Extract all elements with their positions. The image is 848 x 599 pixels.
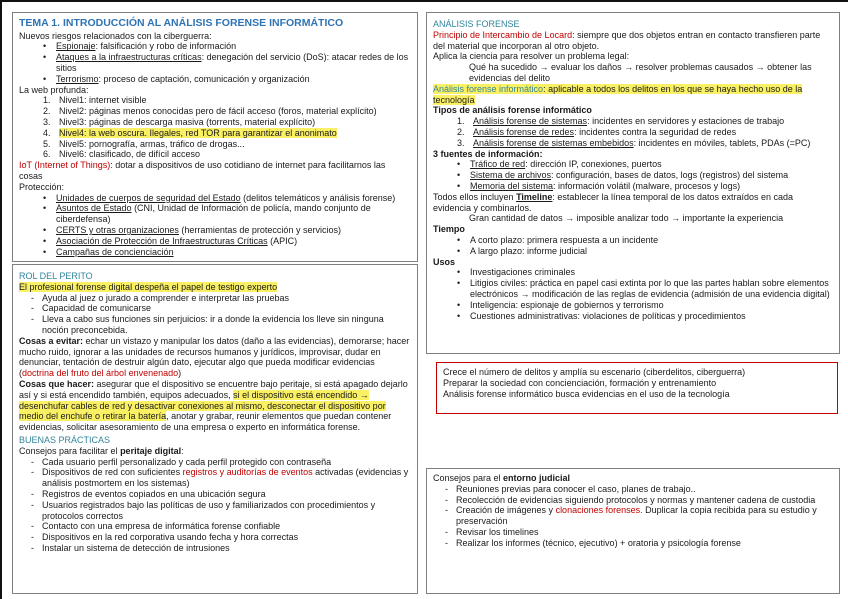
text-segment: registros y auditorías de eventos (182, 467, 313, 478)
text-segment: Nivel3: páginas de descarga masiva (torrents, material explícito) (59, 116, 316, 127)
text-segment: Revisar los timelines (456, 526, 539, 537)
text-segment: peritaje digital (120, 445, 182, 456)
text-segment: Inteligencia: espionaje de gobiernos y terrorismo (470, 299, 664, 310)
list-item (433, 235, 833, 246)
list-item-text (42, 521, 411, 532)
dash-marker: - (31, 314, 34, 325)
text-segment: Registros de eventos copiados en una ubicación segura (42, 488, 266, 499)
text-segment: : incidentes en servidores y estaciones de trabajo (587, 116, 785, 127)
text-segment: Lleva a cabo sus funciones sin perjuicios: ir a donde la evidencia los lleve sin ninguna noción preconcebida. (42, 314, 384, 335)
text-segment: Usuarios registrados bajo las políticas de uso y familiarizados con procedimientos y protocolos correctos (42, 499, 376, 521)
text-segment: ) (178, 368, 182, 379)
list-item-text (59, 95, 411, 106)
text-segment: ANÁLISIS FORENSE (433, 19, 520, 29)
text-segment: Duplicar la copia recibida para su estudio y preservación (456, 505, 817, 527)
num-marker: 4. (43, 127, 51, 138)
text-segment: activadas (evidencias y análisis postmortem en los sistemas) (42, 467, 409, 489)
text-segment: Nivel1: internet visible (59, 95, 147, 106)
list-item (19, 303, 411, 314)
text-segment: Instalar un sistema de detección de intrusiones (42, 542, 230, 553)
paragraph (433, 30, 833, 52)
list-item-text (56, 225, 411, 236)
list-item (19, 236, 411, 247)
list-item-text (56, 74, 411, 85)
list-item (19, 247, 411, 258)
text-segment: Creación de imágenes y (456, 505, 556, 516)
dash-marker: - (31, 456, 34, 467)
list-item (19, 149, 411, 160)
dash-marker: - (445, 505, 448, 516)
list-item (433, 181, 833, 192)
paragraph (433, 105, 833, 116)
list-item (19, 467, 411, 489)
num-marker: 1. (43, 95, 51, 106)
bullet-marker: • (457, 299, 461, 310)
list-item-text (42, 543, 411, 554)
text-segment: Cada usuario perfil personalizado y cada perfil protegido con contraseña (42, 456, 332, 467)
list-item-text (59, 128, 411, 139)
bullet-marker: • (457, 180, 461, 191)
dash-marker: - (31, 542, 34, 553)
list-item (19, 95, 411, 106)
num-marker: 1. (457, 116, 465, 127)
dash-marker: - (31, 499, 34, 510)
text-segment: (CNI, Unidad de Información de policía, mando conjunto de ciberdefensa) (56, 203, 371, 225)
list-item-text (470, 235, 833, 246)
list-item (433, 538, 833, 549)
list-item (19, 74, 411, 85)
text-segment: Tiempo (433, 224, 465, 235)
text-segment: CERTS y otras organizaciones (56, 224, 179, 235)
text-segment: Asociación de Protección de Infraestructuras Críticas (56, 235, 268, 246)
text-segment: clonaciones forenses. (555, 505, 643, 516)
bullet-marker: • (457, 159, 461, 170)
list-item (19, 543, 411, 554)
text-segment: : proceso de captación, comunicación y organización (98, 73, 310, 84)
list-item-text (473, 138, 833, 149)
list-item (433, 127, 833, 138)
text-segment: Análisis forense informático (433, 83, 544, 94)
text-segment: Principio de Intercambio de Locard (433, 29, 573, 40)
text-segment: entorno judicial (503, 473, 571, 483)
text-segment: Dispositivos en la red corporativa usando fecha y hora correctas (42, 532, 299, 543)
text-segment: Litigios civiles: práctica en papel casi extinta por lo que las partes hablan sobre elementos electrónicos → modificación de las reglas de evidencia (admisión de una evidencia digital) (470, 278, 830, 299)
bullet-marker: • (457, 234, 461, 245)
list-item (433, 300, 833, 311)
list-item (19, 500, 411, 522)
list-item-text (59, 149, 411, 160)
section-analisis-forense (426, 12, 840, 354)
list-item (433, 116, 833, 127)
bullet-marker: • (457, 267, 461, 278)
text-segment: Sistema de archivos (470, 170, 552, 181)
text-segment: Memoria del sistema (470, 180, 554, 191)
text-segment: Tráfico de red (470, 159, 526, 170)
num-marker: 6. (43, 149, 51, 160)
dash-marker: - (445, 537, 448, 548)
list-item-text (42, 457, 411, 468)
text-segment: Ayuda al juez o jurado a comprender e interpretar las pruebas (42, 292, 289, 303)
bullet-marker: • (43, 224, 47, 235)
text-segment: TEMA 1. INTRODUCCIÓN AL ANÁLISIS FORENSE INFORMÁTICO (19, 17, 344, 29)
text-segment: : (181, 445, 184, 456)
list-item (19, 532, 411, 543)
list-item-text (470, 170, 833, 181)
list-item (19, 225, 411, 236)
list-item (433, 311, 833, 322)
text-segment: Qué ha sucedido → evaluar los daños → resolver problemas causados → obtener las evidencias del delito (469, 62, 812, 83)
text-segment: Análisis forense de sistemas (473, 116, 588, 127)
list-item-text (42, 467, 411, 489)
list-item-text (42, 303, 411, 314)
bullet-marker: • (457, 278, 461, 289)
dash-marker: - (445, 483, 448, 494)
list-item-text (56, 193, 411, 204)
list-item-text (456, 505, 833, 527)
list-item (19, 314, 411, 336)
num-marker: 2. (43, 106, 51, 117)
text-segment: Cosas que hacer: (19, 378, 95, 389)
text-segment: Recolección de evidencias siguiendo protocolos y normas y mantener cadena de custodia (456, 494, 816, 505)
text-segment: Realizar los informes (técnico, ejecutivo) + oratoria y psicología forense (456, 537, 741, 548)
text-segment: Consejos para el (433, 473, 504, 483)
dash-marker: - (31, 532, 34, 543)
bullet-marker: • (457, 170, 461, 181)
list-item (433, 170, 833, 181)
bullet-marker: • (43, 41, 47, 52)
text-segment: Asuntos de Estado (56, 203, 132, 214)
text-segment: Preparar la sociedad con concienciación, formación y entrenamiento (443, 377, 717, 388)
text-segment: Capacidad de comunicarse (42, 303, 152, 314)
bullet-marker: • (43, 235, 47, 246)
text-segment: : dotar a dispositivos de uso cotidiano de internet para facilitarnos las cosas (19, 160, 386, 181)
dash-marker: - (31, 467, 34, 478)
text-segment: : falsificación y robo de información (95, 41, 237, 52)
text-segment: Cosas a evitar: (19, 335, 84, 346)
text-segment: Protección: (19, 181, 65, 192)
list-item-text (456, 527, 833, 538)
list-item-text (59, 139, 411, 150)
bullet-marker: • (43, 73, 47, 84)
list-item-text (470, 246, 833, 257)
paragraph (19, 160, 411, 182)
text-segment: Reuniones previas para conocer el caso, planes de trabajo.. (456, 483, 696, 494)
list-item-text (470, 278, 833, 300)
list-item-text (56, 236, 411, 247)
text-segment: Nivel5: pornografía, armas, tráfico de drogas... (59, 138, 245, 149)
dash-marker: - (31, 292, 34, 303)
list-item-text (473, 116, 833, 127)
paragraph (433, 473, 833, 484)
text-segment: Investigaciones criminales (470, 267, 576, 278)
dash-marker: - (445, 494, 448, 505)
list-item-text (456, 538, 833, 549)
list-item (19, 128, 411, 139)
text-segment: La web profunda: (19, 84, 89, 95)
dash-marker: - (31, 303, 34, 314)
bullet-marker: • (43, 246, 47, 257)
list-item-text (456, 495, 833, 506)
section-rol-del-perito (12, 264, 418, 594)
list-item-text (56, 247, 411, 258)
text-segment: El profesional forense digital despeña el papel de testigo experto (19, 281, 278, 292)
list-item (433, 267, 833, 278)
section-resumen-delitos (436, 362, 838, 414)
text-segment: 3 fuentes de información: (433, 148, 543, 159)
list-item (433, 527, 833, 538)
text-segment: : establecer la línea temporal de los datos extraídos en cada evidencia y combinarlos. (433, 191, 794, 213)
text-segment: (delitos telemáticos y análisis forense) (240, 192, 396, 203)
text-segment: , anotar y grabar, reunir elementos que puedan contener evidencias, solicitar asesoramiento de una empresa o experto en informática forense. (19, 411, 392, 433)
text-segment: doctrina del fruto del árbol envenenado (22, 368, 179, 379)
paragraph (19, 85, 411, 96)
paragraph (433, 257, 833, 268)
text-segment: Terrorismo (56, 73, 99, 84)
text-segment: Nivel2: páginas menos conocidas pero de fácil acceso (foros, material explícito) (59, 106, 377, 117)
list-item-text (42, 293, 411, 304)
text-segment: (herramientas de protección y servicios) (178, 224, 341, 235)
list-item-text (470, 300, 833, 311)
list-item (19, 41, 411, 52)
text-segment: Aplica la ciencia para resolver un problema legal: (433, 51, 630, 62)
text-segment: Timeline (516, 191, 553, 202)
list-item-text (42, 500, 411, 522)
text-segment: : información volátil (malware, procesos y logs) (553, 180, 741, 191)
list-item (19, 489, 411, 500)
text-segment: si el dispositivo está encendido → desenchufar cables de red y desactivar conexiones al mismo, desconectar el dispositivo por medio del enchufe o retirar la batería (19, 389, 386, 422)
text-segment: Usos (433, 256, 456, 267)
num-marker: 3. (457, 137, 465, 148)
dash-marker: - (31, 488, 34, 499)
text-segment: Dispositivos de red con suficientes (42, 467, 183, 478)
bullet-marker: • (457, 245, 461, 256)
text-segment: : denegación del servicio (DoS): atacar redes de los sitios (56, 52, 409, 73)
page-title (19, 17, 411, 30)
text-segment: Análisis forense de redes (473, 126, 575, 137)
list-item-text (42, 532, 411, 543)
paragraph (19, 282, 411, 293)
list-item-text (42, 489, 411, 500)
bullet-marker: • (43, 203, 47, 214)
paragraph (19, 446, 411, 457)
list-item-text (56, 41, 411, 52)
num-marker: 3. (43, 116, 51, 127)
paragraph (433, 51, 833, 62)
section-heading-analisis-forense (433, 19, 833, 30)
text-segment: Espionaje (56, 41, 96, 52)
text-segment: : incidentes en móviles, tablets, PDAs (=PC) (633, 137, 811, 148)
list-item-text (473, 127, 833, 138)
paragraph (19, 182, 411, 193)
paragraph (19, 379, 411, 433)
list-item (19, 139, 411, 150)
text-segment: Análisis forense de sistemas embebidos (473, 137, 634, 148)
paragraph (443, 367, 831, 378)
text-segment: Tipos de análisis forense informático (433, 105, 592, 116)
text-segment: Nuevos riesgos relacionados con la ciberguerra: (19, 30, 212, 41)
text-segment: Crece el número de delitos y amplía su escenario (ciberdelitos, ciberguerra) (443, 367, 746, 377)
text-segment: Unidades de cuerpos de seguridad del Estado (56, 192, 241, 203)
section-tema1 (12, 12, 418, 262)
list-item (19, 52, 411, 74)
list-item (19, 457, 411, 468)
text-segment: : siempre que dos objetos entran en contacto transfieren parte del material que incorporan al otro objeto. (433, 29, 821, 51)
list-item-text (56, 52, 411, 74)
text-segment: BUENAS PRÁCTICAS (19, 434, 111, 445)
text-segment: A largo plazo: informe judicial (470, 245, 588, 256)
list-item-text (470, 267, 833, 278)
text-segment: echar un vistazo y manipular los datos (daño a las evidencias), demorarse; hacer mucho ruido, ignorar a las unidades de recursos humanos y jurídicos, improvisar, dudar en denunciar, tentación de destruir algún dato, ejecutar algo que pueda modificar evidencias ( (19, 335, 410, 379)
text-segment: : incidentes contra la seguridad de redes (574, 126, 737, 137)
list-item-text (470, 181, 833, 192)
text-segment: Ataques a la infraestructuras críticas (56, 52, 202, 63)
text-segment: : configuración, bases de datos, logs (registros) del sistema (551, 170, 789, 181)
list-item (19, 117, 411, 128)
list-item (19, 193, 411, 204)
num-marker: 5. (43, 138, 51, 149)
text-segment: (APIC) (267, 235, 298, 246)
dash-marker: - (445, 526, 448, 537)
num-marker: 2. (457, 126, 465, 137)
section-heading-buenas-practicas (19, 435, 411, 446)
paragraph (19, 31, 411, 42)
list-item-text (470, 159, 833, 170)
section-entorno-judicial (426, 468, 840, 594)
text-segment: Campañas de concienciación (56, 246, 174, 257)
text-segment: Nivel6: clasificado, de difícil acceso (59, 149, 201, 160)
text-segment: A corto plazo: primera respuesta a un incidente (470, 234, 659, 245)
list-item (19, 203, 411, 225)
text-segment: Contacto con una empresa de informática forense confiable (42, 521, 281, 532)
list-item (433, 484, 833, 495)
text-segment: ROL DEL PERITO (19, 271, 93, 281)
list-item (19, 293, 411, 304)
section-heading-rol-del-perito (19, 271, 411, 282)
paragraph (433, 192, 833, 214)
text-segment: Cuestiones administrativas: violaciones de políticas y procedimientos (470, 310, 746, 321)
dash-marker: - (31, 521, 34, 532)
text-segment: asegurar que el dispositivo se encuentre bajo peritaje, si está apagado dejarlo así y si está encendido también, equipos adecuados, (19, 378, 408, 400)
text-segment: Análisis forense informático busca evidencias en el uso de la tecnología (443, 388, 730, 399)
text-segment: Gran cantidad de datos → imposible analizar todo → importante la experiencia (469, 213, 784, 224)
list-item (433, 505, 833, 527)
text-segment: Consejos para facilitar el (19, 445, 121, 456)
paragraph (433, 84, 833, 106)
list-item (433, 278, 833, 300)
list-item (19, 521, 411, 532)
paragraph (443, 378, 831, 389)
list-item (433, 246, 833, 257)
indented-paragraph (433, 62, 833, 84)
text-segment: IoT (Internet of Things) (19, 160, 111, 171)
list-item (433, 159, 833, 170)
paragraph (433, 149, 833, 160)
bullet-marker: • (43, 52, 47, 63)
paragraph (19, 336, 411, 379)
text-segment: : aplicable a todos los delitos en los que se haya hecho uso de la tecnología (433, 83, 803, 105)
list-item-text (59, 117, 411, 128)
list-item-text (56, 203, 411, 225)
list-item-text (42, 314, 411, 336)
list-item (19, 106, 411, 117)
text-segment: Todos ellos incluyen (433, 191, 517, 202)
list-item-text (59, 106, 411, 117)
bullet-marker: • (43, 192, 47, 203)
list-item-text (456, 484, 833, 495)
list-item-text (470, 311, 833, 322)
paragraph (443, 389, 831, 400)
text-segment: : dirección IP, conexiones, puertos (525, 159, 662, 170)
paragraph (433, 224, 833, 235)
text-segment: Nivel4: la web oscura. Ilegales, red TOR para garantizar el anonimato (59, 127, 337, 138)
indented-paragraph (433, 213, 833, 224)
bullet-marker: • (457, 310, 461, 321)
list-item (433, 138, 833, 149)
list-item (433, 495, 833, 506)
